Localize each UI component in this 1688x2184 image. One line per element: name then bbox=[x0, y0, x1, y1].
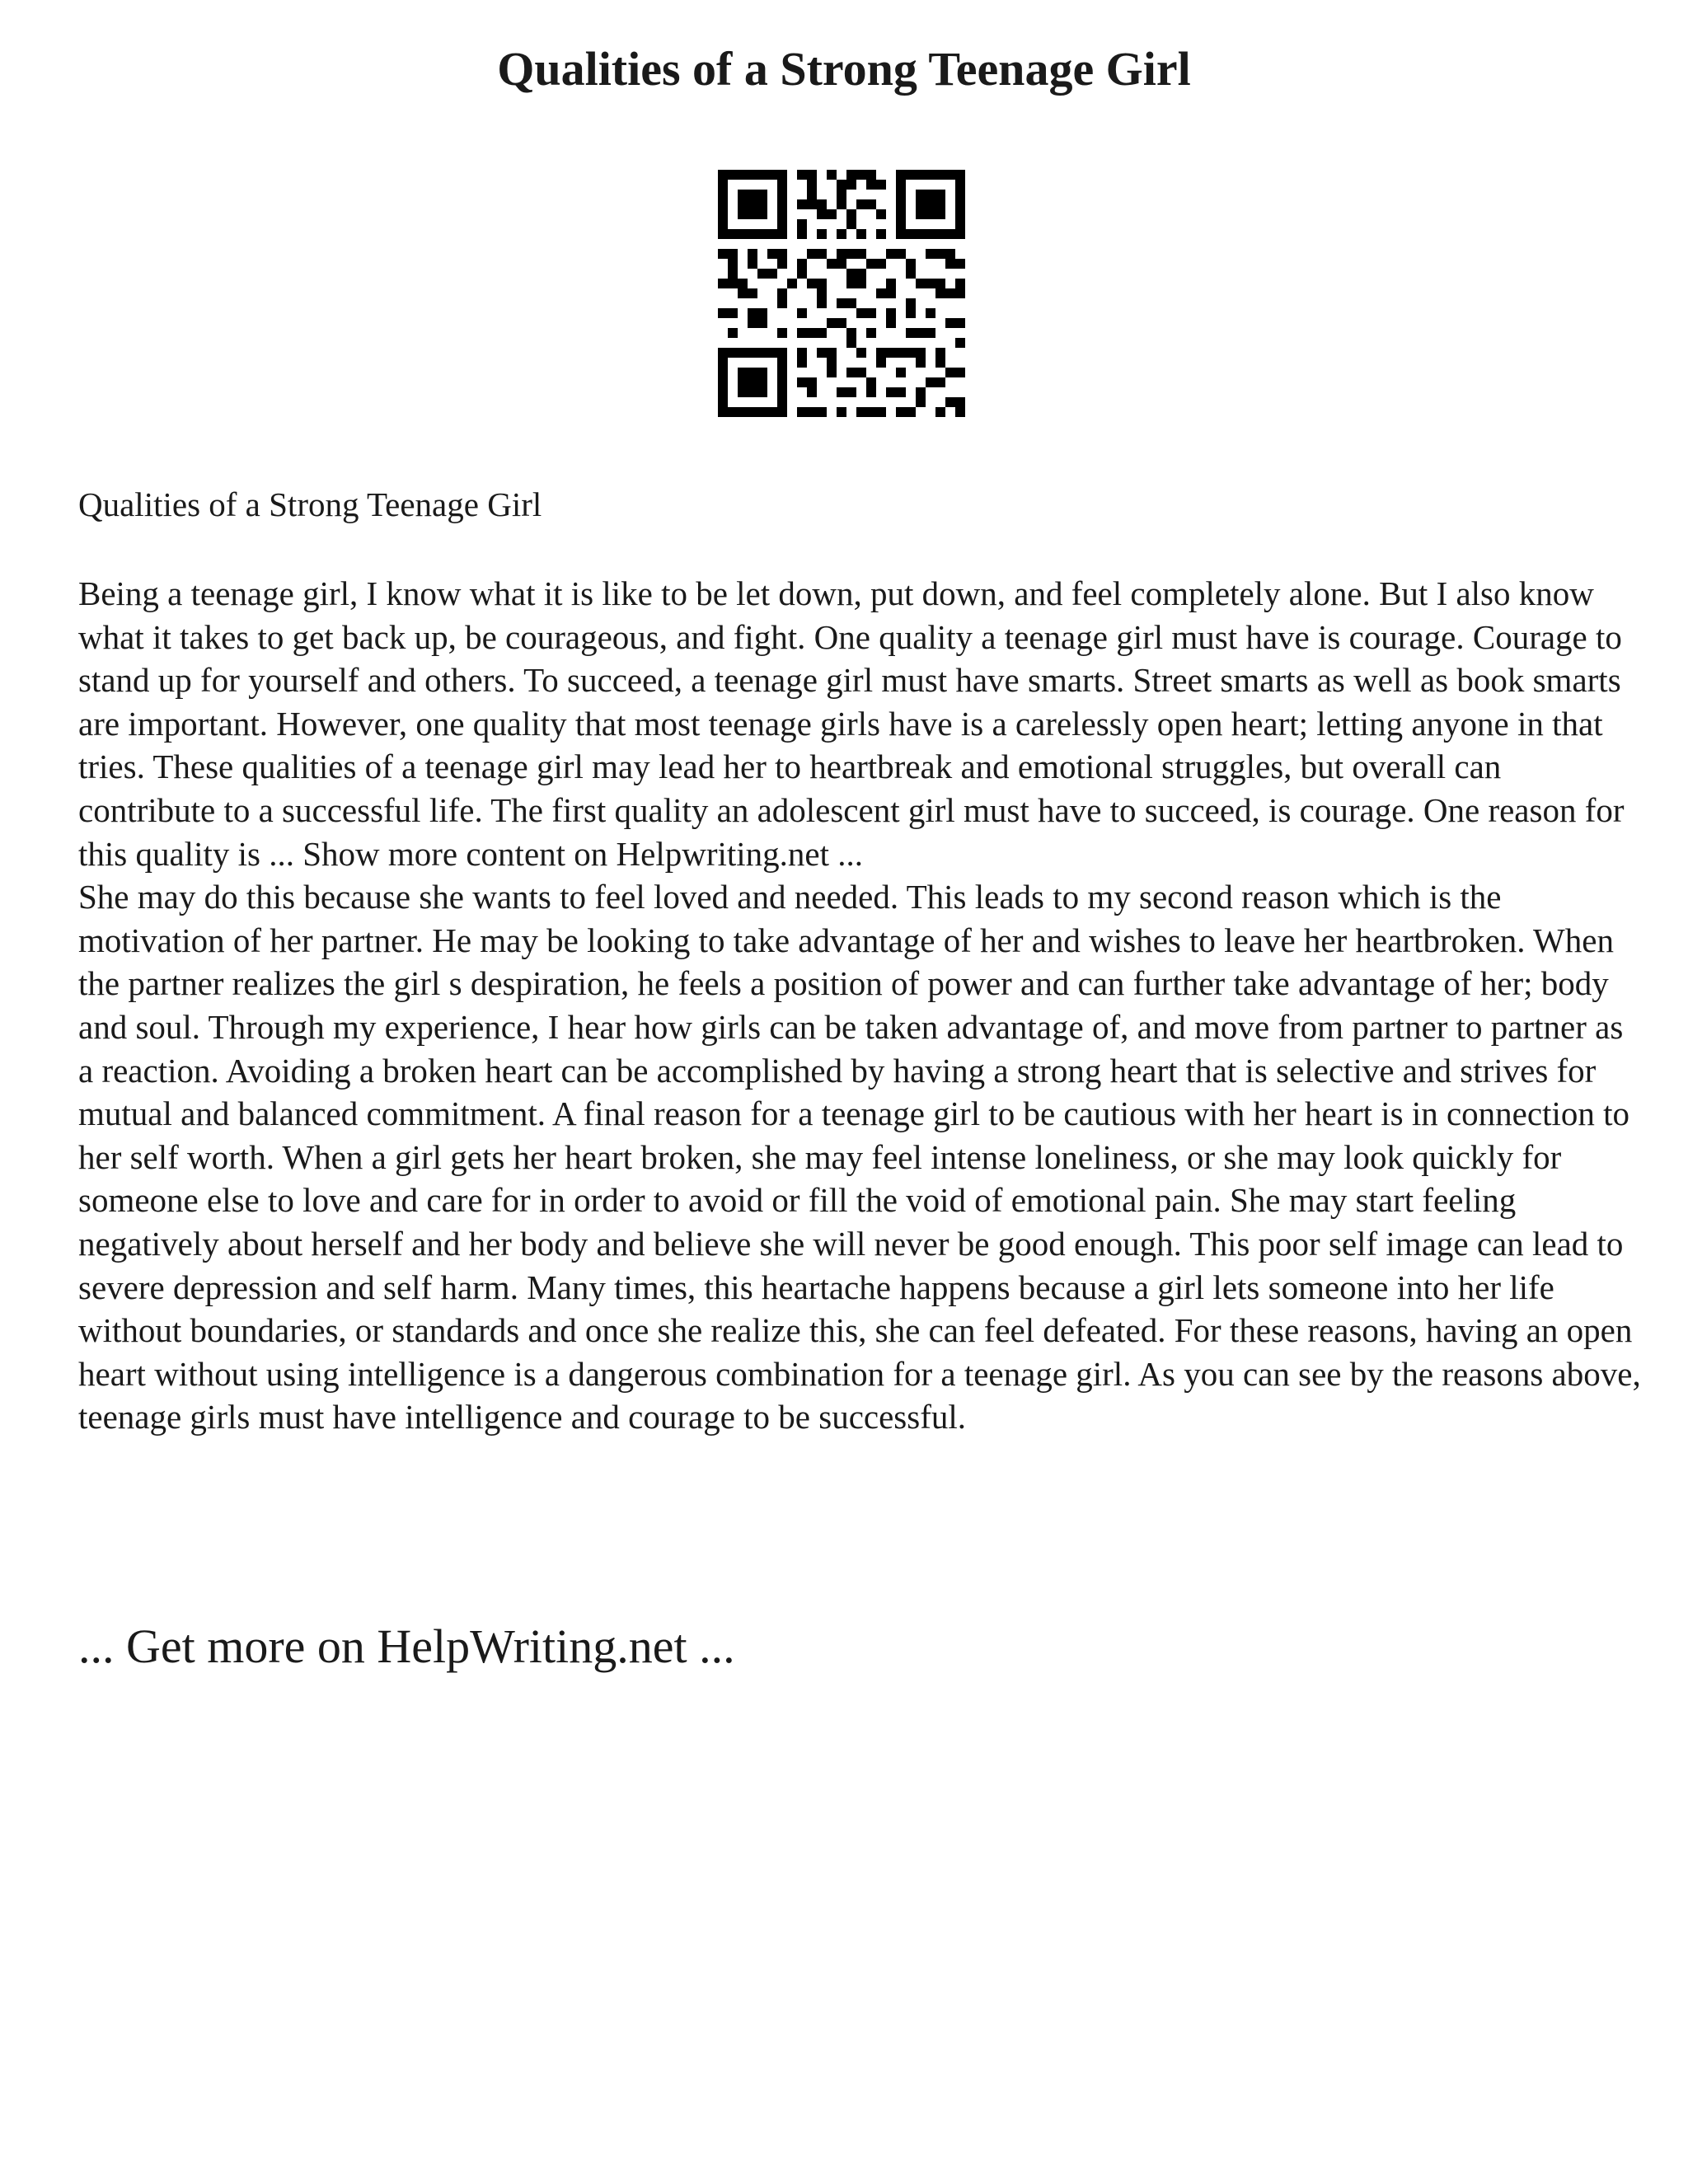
page-title: Qualities of a Strong Teenage Girl bbox=[497, 42, 1191, 96]
document-body bbox=[78, 572, 1644, 1439]
document-subtitle: Qualities of a Strong Teenage Girl bbox=[78, 485, 542, 523]
get-more-link[interactable]: ... Get more on HelpWriting.net ... bbox=[78, 1619, 735, 1673]
body-paragraph: She may do this because she wants to feel loved and needed. This leads to my second reason which is the motivation of her partner. He may be looking to take advantage of her and wishes to leave her heartbroken. When the partner realizes the girl s despiration, he feels a position of power and can further take advantage of her; body and soul. Through my experience, I hear how girls can be taken advantage of, and move from partner to partner as a reaction. Avoiding a broken heart can be accomplished by having a strong heart that is selective and strives for mutual and balanced commitment. A final reason for a teenage girl to be cautious with her heart is in connection to her self worth. When a girl gets her heart broken, she may feel intense loneliness, or she may look quickly for someone else to love and care for in order to avoid or fill the void of emotional pain. She may start feeling negatively about herself and her body and believe she will never be good enough. This poor self image can lead to severe depression and self harm. Many times, this heartache happens because a girl lets someone into her life without boundaries, or standards and once she realize this, she can feel defeated. For these reasons, having an open heart without using intelligence is a dangerous combination for a teenage girl. As you can see by the reasons above, teenage girls must have intelligence and courage to be successful. bbox=[78, 878, 1641, 1436]
body-paragraph: Being a teenage girl, I know what it is like to be let down, put down, and feel completely alone. But I also know what it takes to get back up, be courageous, and fight. One quality a teenage girl must have is courage. Courage to stand up for yourself and others. To succeed, a teenage girl must have smarts. Street smarts as well as book smarts are important. However, one quality that most teenage girls have is a carelessly open heart; letting anyone in that tries. These qualities of a teenage girl may lead her to heartbreak and emotional struggles, but overall can contribute to a successful life. The first quality an adolescent girl must have to succeed, is courage. One reason for this quality is ... Show more content on Helpwriting.net ... bbox=[78, 574, 1625, 873]
qr-code-icon bbox=[718, 170, 965, 417]
